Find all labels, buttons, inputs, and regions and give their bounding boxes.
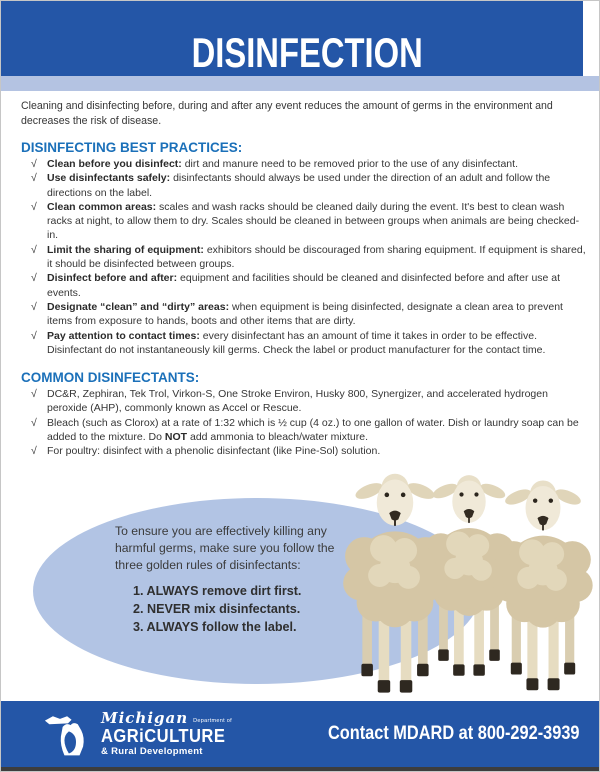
common-disinfectants-list — [1, 387, 600, 458]
list-item: √ DC&R, Zephiran, Tek Trol, Virkon-S, One Stroke Environ, Husky 800, Synergizer, and accelerated hydrogen peroxide (AHP), commonly known as Accel or Rescue. — [31, 388, 548, 415]
logo-main-text: AGRiCULTURE — [101, 726, 226, 747]
mdard-logo — [41, 710, 236, 758]
header-stripe — [1, 76, 600, 91]
bottom-border — [1, 767, 600, 772]
list-item: √ For poultry: disinfect with a phenolic disinfectant (like Pine-Sol) solution. — [31, 445, 381, 458]
logo-script-text: Michigan — [101, 709, 189, 728]
check-icon: √ — [31, 388, 37, 401]
list-item: √ Designate “clean” and “dirty” areas: when equipment is being disinfected, designate a clean area to prevent items from exposure to hands, boots and other items that are dirty. — [31, 300, 563, 328]
rule-3: 3. ALWAYS follow the label. — [133, 620, 297, 634]
body-content — [1, 91, 600, 459]
intro-paragraph: Cleaning and disinfecting before, during and after any event reduces the amount of germs in the environment and decreases the risk of disease. — [21, 100, 553, 127]
footer-bar — [1, 701, 600, 767]
list-item: √ Use disinfectants safely: disinfectants should always be used under the direction of an adult and follow the directions on the label. — [31, 172, 551, 199]
rule-2: 2. NEVER mix disinfectants. — [133, 602, 301, 616]
golden-rules-intro: To ensure you are effectively killing any harmful germs, make sure you follow the three golden rules of disinfectants: — [115, 524, 335, 572]
list-item: √ Bleach (such as Clorox) at a rate of 1:32 which is ½ cup (4 oz.) to one gallon of water. Dish or laundry soap can be added to the mixture. Do NOT add ammonia to bleach/water mixture. — [31, 416, 579, 444]
list-item: √ Disinfect before and after: equipment and facilities should be cleaned and disinfected before and after use at events. — [31, 272, 561, 299]
check-icon: √ — [31, 329, 37, 342]
header-bar — [1, 1, 583, 76]
golden-rules-list — [133, 582, 301, 636]
check-icon: √ — [31, 172, 37, 185]
sheep-photo — [331, 463, 600, 698]
check-icon: √ — [31, 300, 37, 313]
check-icon: √ — [31, 243, 37, 256]
contact-info: Contact MDARD at 800-292-3939 — [327, 723, 579, 744]
best-practices-heading: DISINFECTING BEST PRACTICES: — [21, 140, 243, 155]
page-title: DISINFECTION — [191, 29, 423, 76]
best-practices-list — [1, 157, 600, 357]
check-icon: √ — [31, 272, 37, 285]
check-icon: √ — [31, 445, 37, 458]
list-item: √ Pay attention to contact times: every disinfectant has an amount of time it takes in order to be effective. Disinfectant do not instantaneously kill germs. Check the label or product manufacturer for the contact time. — [31, 329, 546, 356]
list-item: √ Clean before you disinfect: dirt and manure need to be removed prior to the use of any disinfectant. — [31, 158, 518, 170]
check-icon: √ — [31, 200, 37, 213]
logo-dept-text: Department of — [193, 717, 232, 724]
check-icon: √ — [31, 158, 37, 170]
michigan-state-icon — [41, 710, 95, 758]
logo-sub-text: & Rural Development — [101, 746, 203, 758]
rule-1: 1. ALWAYS remove dirt first. — [133, 584, 302, 598]
list-item: √ Limit the sharing of equipment: exhibitors should be discouraged from sharing equipment. If equipment is shared, it should be disinfected between groups. — [31, 243, 586, 271]
list-item: √ Clean common areas: scales and wash racks should be cleaned daily during the event. It's best to clean wash racks at night, to allow them to dry. Scales should be cleaned in between groups when animals are being checked-in. — [31, 200, 580, 242]
check-icon: √ — [31, 416, 37, 429]
common-disinfectants-heading: COMMON DISINFECTANTS: — [21, 370, 200, 386]
